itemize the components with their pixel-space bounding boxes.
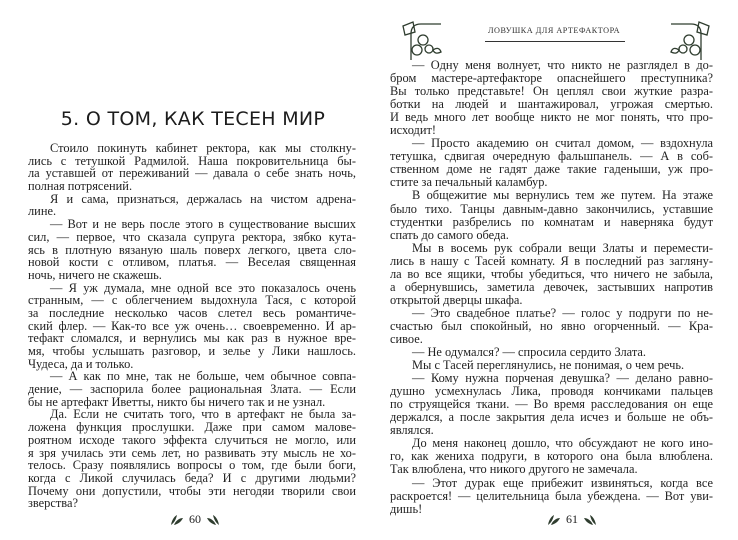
text-line: — Одну меня волнует, что никто не разглядел в до- (412, 58, 713, 72)
text-line: ла уставшей от переживаний — давала о себе знать ночь, (28, 166, 356, 181)
text-line: До меня наконец дошло, что обсуждают не кого ино- (412, 436, 713, 451)
text-line: лись в нашу с Тасей комнату. Я в последний раз загляну- (390, 253, 713, 268)
text-line: зверства? (28, 496, 78, 511)
text-line: — Кому нужна порченая девушка? — делано равно- (412, 371, 713, 386)
text-line: тетушка, сдвигая очередную фальшпанель. — А в соб- (390, 149, 713, 164)
text-line: дишь! (390, 501, 423, 516)
text-line: студентки разбрелись по комнатам и наверняка будут (390, 214, 713, 229)
text-line: ский флер. — Как-то все уж очень… своевременно. И ар- (28, 318, 356, 333)
left-page-body (28, 142, 356, 510)
text-line: — Не одумался? — спросила сердито Злата. (412, 345, 647, 360)
text-line: полная потрясений. (28, 179, 133, 194)
text-line: когда с Ликой случилась беда? И с другими людьми? (28, 470, 356, 485)
paragraph (390, 137, 713, 189)
text-line: ла во все ящики, чтобы убедиться, что ничего не забыла, (390, 266, 713, 281)
paragraph (390, 189, 713, 241)
text-line: тефакт сломался, и вернулись мы как раз в нужное вре- (28, 331, 356, 346)
text-line: сивое. (390, 331, 423, 346)
text-line: я зря училась эти семь лет, но развивать эту мысль не хо- (28, 445, 356, 460)
header-rule (485, 41, 625, 42)
paragraph (390, 477, 713, 516)
corner-ornament-icon (397, 20, 443, 62)
text-line: открытой дверцы шкафа. (390, 292, 523, 307)
text-line: стите за печальный каламбур. (390, 175, 548, 190)
running-head: ЛОВУШКА ДЛЯ АРТЕФАКТОРА (487, 26, 620, 35)
text-line: сил, — первое, что сказала супруга ректора, зябко кута- (28, 229, 356, 244)
paragraph (28, 193, 356, 218)
text-line: ботки на людей и шантажировал, угрожая смертью. (390, 97, 713, 112)
leaf-icon (583, 514, 597, 526)
text-line: ясь в плотную вязаную шаль поверх легкого, цвета сло- (28, 242, 356, 257)
text-line: И ведь много лет вообще никто не мог понять, что про- (390, 110, 713, 125)
right-page (369, 0, 738, 540)
text-line: — Вот и не верь после этого в существование высших (50, 217, 356, 232)
text-line: Стоило покинуть кабинет ректора, как мы столкну- (50, 141, 356, 155)
paragraph (28, 370, 356, 408)
text-line: за последние несколько часов слетел весь романтиче- (28, 305, 356, 320)
paragraph (390, 437, 713, 476)
text-line: ственном доме не гадят даже такие гаденыши, уж про- (390, 162, 713, 177)
text-line: телось. Сразу появлялись вопросы о том, где были боги, (28, 458, 356, 473)
text-line: дение, — заспорила более рациональная Злата. — Если (28, 382, 356, 397)
text-line: бром мастере-артефакторе опаснейшего преступника? (390, 71, 713, 86)
text-line: Мы в восемь рук собрали вещи Златы и перемести- (412, 240, 713, 255)
text-line: — Я уж думала, мне одной все это показалось очень (50, 280, 356, 295)
paragraph (28, 142, 356, 193)
page-footer (547, 512, 597, 527)
text-line: раскроется! — целительница была убеждена. — Вот уви- (390, 488, 713, 503)
text-line: Чудеса, да и только. (28, 356, 134, 371)
paragraph (390, 59, 713, 137)
text-line: ночь, ничего не скажешь. (28, 267, 162, 282)
text-line: го, как жениха подруги, в которого она была влюблена. (390, 449, 713, 464)
text-line: лись с тетушкой Радмилой. Наша покровительница бы- (28, 153, 356, 168)
paragraph (28, 282, 356, 371)
text-line: — Просто академию он считал домом, — вздохнула (412, 136, 713, 151)
text-line: — Это свадебное платье? — голос у подруги по не- (412, 305, 713, 320)
text-line: странным, — с облегчением выдохнула Тася, с которой (28, 293, 356, 308)
text-line: Мы с Тасей переглянулись, не понимая, о чем речь. (412, 358, 685, 373)
text-line: бы не артефакт Иветты, никто бы ничего так и не узнал. (28, 394, 326, 409)
text-line: а обернувшись, заметила девочек, застывших напротив (390, 279, 713, 294)
paragraph (28, 408, 356, 510)
text-line: Почему они допустили, чтобы эти негодяи творили свои (28, 483, 356, 498)
text-line: держался, а после закрытия дела исчез и больше не объ- (390, 410, 713, 425)
paragraph (390, 372, 713, 437)
text-line: В общежитие мы вернулись тем же путем. На этаже (412, 188, 713, 203)
corner-ornament-icon (669, 20, 715, 62)
right-page-body (390, 59, 713, 516)
text-line: мя, чтобы услышать разговор, и зелье у Лики нашлось. (28, 344, 356, 358)
text-line: душно усмехнулась Лика, проводя кончиками пальцев (390, 384, 713, 399)
text-line: Так влюблена, что никого другого не замечала. (390, 462, 638, 477)
text-line: роятном исходе такого эффекта случиться не могло, или (28, 432, 356, 447)
chapter-title: 5. О ТОМ, КАК ТЕСЕН МИР (60, 108, 326, 130)
text-line: по струящейся ткани. — Во время расследования он еще (390, 397, 713, 412)
paragraph (390, 307, 713, 346)
leaf-icon (547, 514, 561, 526)
page-footer (170, 512, 220, 527)
text-line: — Этот дурак еще прибежит извиняться, когда все (412, 475, 713, 490)
paragraph (390, 242, 713, 307)
text-line: счастью был спокойный, но явно огорченный. — Кра- (390, 318, 713, 333)
text-line: Да. Если не считать того, что в артефакт не была за- (50, 407, 356, 422)
text-line: ложена функция прослушки. Даже при самом малове- (28, 420, 356, 435)
text-line: лине. (28, 204, 57, 219)
page-number: 60 (189, 512, 201, 526)
leaf-icon (206, 514, 220, 526)
text-line: спать до самого обеда. (390, 227, 509, 242)
text-line: Вы только представьте! Он цеплял свои жуткие разра- (390, 84, 713, 99)
paragraph (28, 218, 356, 281)
leaf-icon (170, 514, 184, 526)
text-line: являлся. (390, 423, 434, 438)
text-line: — А как по мне, так не больше, чем обычное совпа- (50, 369, 356, 384)
text-line: исходит! (390, 123, 437, 138)
text-line: Я и сама, признаться, держалась на чистом адрена- (50, 191, 356, 206)
text-line: новой кости с отливом, платья. — Веселая священная (28, 255, 356, 270)
page-number: 61 (566, 512, 578, 526)
text-line: было тихо. Танцы давным-давно закончились, уставшие (390, 201, 713, 216)
